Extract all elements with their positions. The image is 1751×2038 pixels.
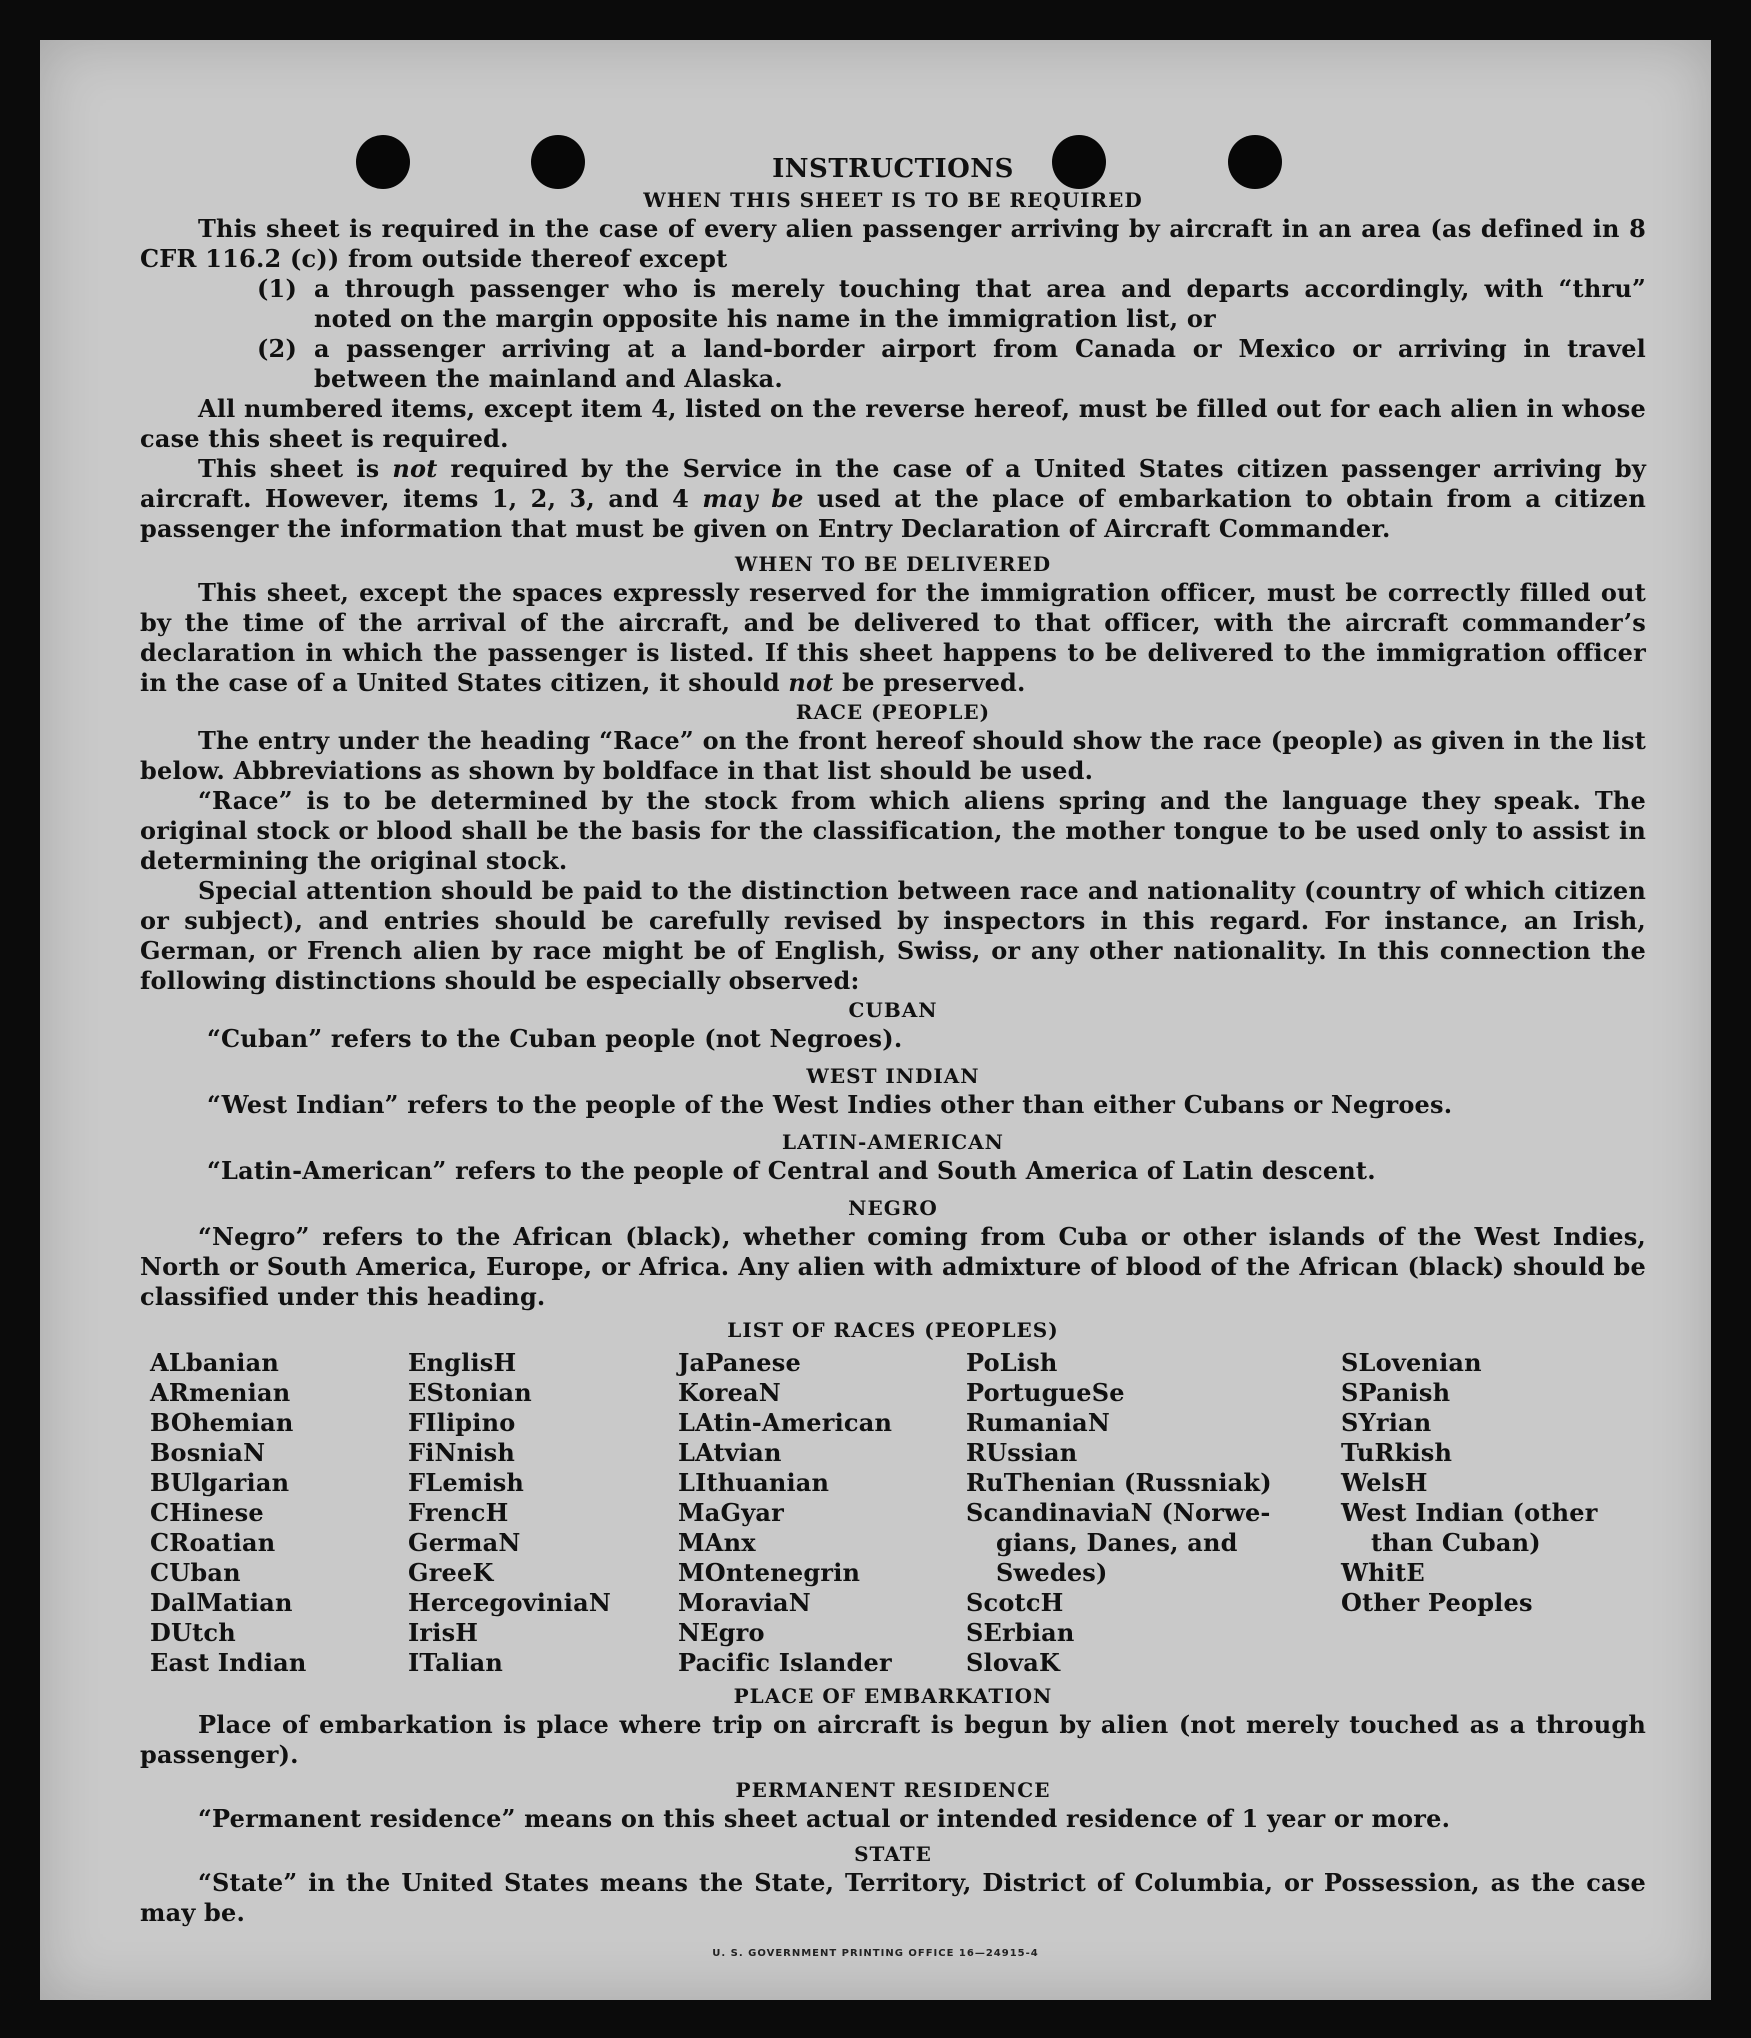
clause-number: (2) [257,334,298,363]
race-item: SLovenian [1341,1348,1482,1377]
citizen-text-1: This sheet is [198,454,393,483]
race-paragraph-3: Special attention should be paid to the distinction between race and nationality (country of which citizen or subject), and entries should be carefully revised by inspectors in this regard. For instance, an Irish, German, or French alien by race might be of English, Swiss, or any other nationality. In this connection the following distinctions should be especially observed: [140,876,1646,995]
clause-number: (1) [257,274,298,303]
race-item: GreeK [408,1558,494,1587]
heading-latin-american: LATIN-AMERICAN [782,1130,1004,1154]
race-item: TuRkish [1341,1438,1453,1467]
exception-clause-1 [257,274,1646,334]
citizen-text-3: used at the place of embarkation to obtain from a citizen passenger the information that must be given on Entry Declaration of Aircraft Commander. [140,484,1646,543]
race-item: RuThenian (Russniak) [966,1468,1272,1497]
heading-negro: NEGRO [848,1196,938,1220]
heading-cuban: CUBAN [848,998,938,1022]
race-item: WelsH [1341,1468,1428,1497]
race-item: LAtvian [678,1438,782,1467]
race-item: than Cuban) [1371,1528,1541,1557]
races-column-2 [408,1348,678,1678]
race-item: GermaN [408,1528,521,1557]
race-item: SErbian [966,1618,1075,1647]
race-item: SYrian [1341,1408,1432,1437]
race-item: MAnx [678,1528,756,1557]
race-item: MaGyar [678,1498,784,1527]
heading-west-indian: WEST INDIAN [806,1064,980,1088]
race-item: Swedes) [996,1558,1108,1587]
clause-text: a through passenger who is merely touching that area and departs accordingly, with “thru” noted on the margin opposite his name in the immigration list, or [314,274,1646,333]
race-item: EnglisH [408,1348,517,1377]
citizen-text-2: required by the Service in the case of a United States citizen passenger arriving by aircraft. However, items 1, 2, 3, and 4 [140,454,1646,513]
race-item: DUtch [150,1618,236,1647]
race-item: ARmenian [150,1378,291,1407]
races-column-3 [678,1348,966,1678]
citizen-not: not [392,454,438,483]
race-paragraph-1: The entry under the heading “Race” on the front hereof should show the race (people) as given in the list below. Abbreviations as shown by boldface in that list should be used. [140,726,1646,785]
races-column-1 [150,1348,408,1678]
race-item: PortugueSe [966,1378,1125,1407]
race-item: PoLish [966,1348,1058,1377]
race-item: SlovaK [966,1648,1061,1677]
race-item: West Indian (other [1341,1498,1598,1527]
races-column-4 [966,1348,1341,1678]
race-item: FLemish [408,1468,525,1497]
races-column-5 [1341,1348,1601,1678]
race-item: NEgro [678,1618,765,1647]
west-indian-definition: “West Indian” refers to the people of the West Indies other than either Cubans or Negroes. [207,1090,1453,1119]
document-sheet [40,40,1711,2000]
race-item: ScandinaviaN (Norwe- [966,1498,1271,1527]
race-item: MoraviaN [678,1588,811,1617]
race-item: BOhemian [150,1408,294,1437]
race-item: gians, Danes, and [996,1528,1238,1557]
race-item: BosniaN [150,1438,266,1467]
numbered-items-paragraph: All numbered items, except item 4, listed on the reverse hereof, must be filled out for each alien in whose case this sheet is required. [140,394,1646,453]
delivered-text-1: This sheet, except the spaces expressly reserved for the immigration officer, must be correctly filled out by the time of the arrival of the aircraft, and be delivered to that officer, with the aircraft commander’s declaration in which the passenger is listed. If this sheet happens to be delivered to the immigration officer in the case of a United States citizen, it should [140,578,1646,697]
heading-place-of-embarkation: PLACE OF EMBARKATION [733,1684,1053,1708]
race-item: CHinese [150,1498,264,1527]
heading-race: RACE (PEOPLE) [795,700,991,724]
required-intro: This sheet is required in the case of every alien passenger arriving by aircraft in an area (as defined in 8 CFR 116.2 (c)) from outside thereof except [140,214,1646,273]
race-item: Pacific Islander [678,1648,892,1677]
printing-office-imprint: U. S. GOVERNMENT PRINTING OFFICE 16—24915-4 [712,1948,1039,1959]
residence-definition: “Permanent residence” means on this sheet actual or intended residence of 1 year or more. [198,1804,1451,1833]
heading-state: STATE [854,1842,932,1866]
race-item: EStonian [408,1378,532,1407]
race-item: FrencH [408,1498,509,1527]
negro-definition: “Negro” refers to the African (black), whether coming from Cuba or other islands of the West Indies, North or South America, Europe, or Africa. Any alien with admixture of blood of the African (black) should be classified under this heading. [140,1222,1646,1311]
citizen-paragraph [140,454,1646,544]
race-item: Other Peoples [1341,1588,1533,1617]
race-item: BUlgarian [150,1468,290,1497]
race-item: RumaniaN [966,1408,1110,1437]
race-item: ScotcH [966,1588,1064,1617]
race-item: WhitE [1341,1558,1425,1587]
race-item: FiNnish [408,1438,516,1467]
race-item: RUssian [966,1438,1078,1467]
latin-american-definition: “Latin-American” refers to the people of Central and South America of Latin descent. [207,1156,1376,1185]
page-title: INSTRUCTIONS [772,154,1014,184]
race-item: CRoatian [150,1528,276,1557]
heading-when-delivered: WHEN TO BE DELIVERED [734,552,1052,576]
race-item: JaPanese [678,1348,801,1377]
clause-text: a passenger arriving at a land-border airport from Canada or Mexico or arriving in travel between the mainland and Alaska. [314,334,1646,393]
race-paragraph-2: “Race” is to be determined by the stock from which aliens spring and the language they speak. The original stock or blood shall be the basis for the classification, the mother tongue to be used only to assist in determining the original stock. [140,786,1646,875]
citizen-may-be: may be [702,484,804,513]
race-item: DalMatian [150,1588,293,1617]
heading-when-required: WHEN THIS SHEET IS TO BE REQUIRED [643,188,1143,212]
race-item: ITalian [408,1648,503,1677]
state-definition: “State” in the United States means the State, Territory, District of Columbia, or Possession, as the case may be. [140,1868,1646,1927]
heading-list-of-races: LIST OF RACES (PEOPLES) [727,1318,1059,1342]
race-item: CUban [150,1558,241,1587]
exception-clause-2 [257,334,1646,394]
race-item: HercegoviniaN [408,1588,611,1617]
race-item: LAtin-American [678,1408,893,1437]
instructions-content [140,152,1646,1928]
delivered-paragraph [140,578,1646,698]
races-list [150,1348,1646,1678]
race-item: ALbanian [150,1348,279,1377]
race-item: LIthuanian [678,1468,830,1497]
delivered-text-2: be preserved. [833,668,1026,697]
race-item: MOntenegrin [678,1558,861,1587]
race-item: IrisH [408,1618,479,1647]
race-item: East Indian [150,1648,307,1677]
heading-permanent-residence: PERMANENT RESIDENCE [735,1778,1051,1802]
race-item: SPanish [1341,1378,1451,1407]
embarkation-definition: Place of embarkation is place where trip on aircraft is begun by alien (not merely touched as a through passenger). [140,1710,1646,1769]
delivered-not: not [788,668,834,697]
cuban-definition: “Cuban” refers to the Cuban people (not Negroes). [207,1024,903,1053]
race-item: FIlipino [408,1408,516,1437]
race-item: KoreaN [678,1378,781,1407]
